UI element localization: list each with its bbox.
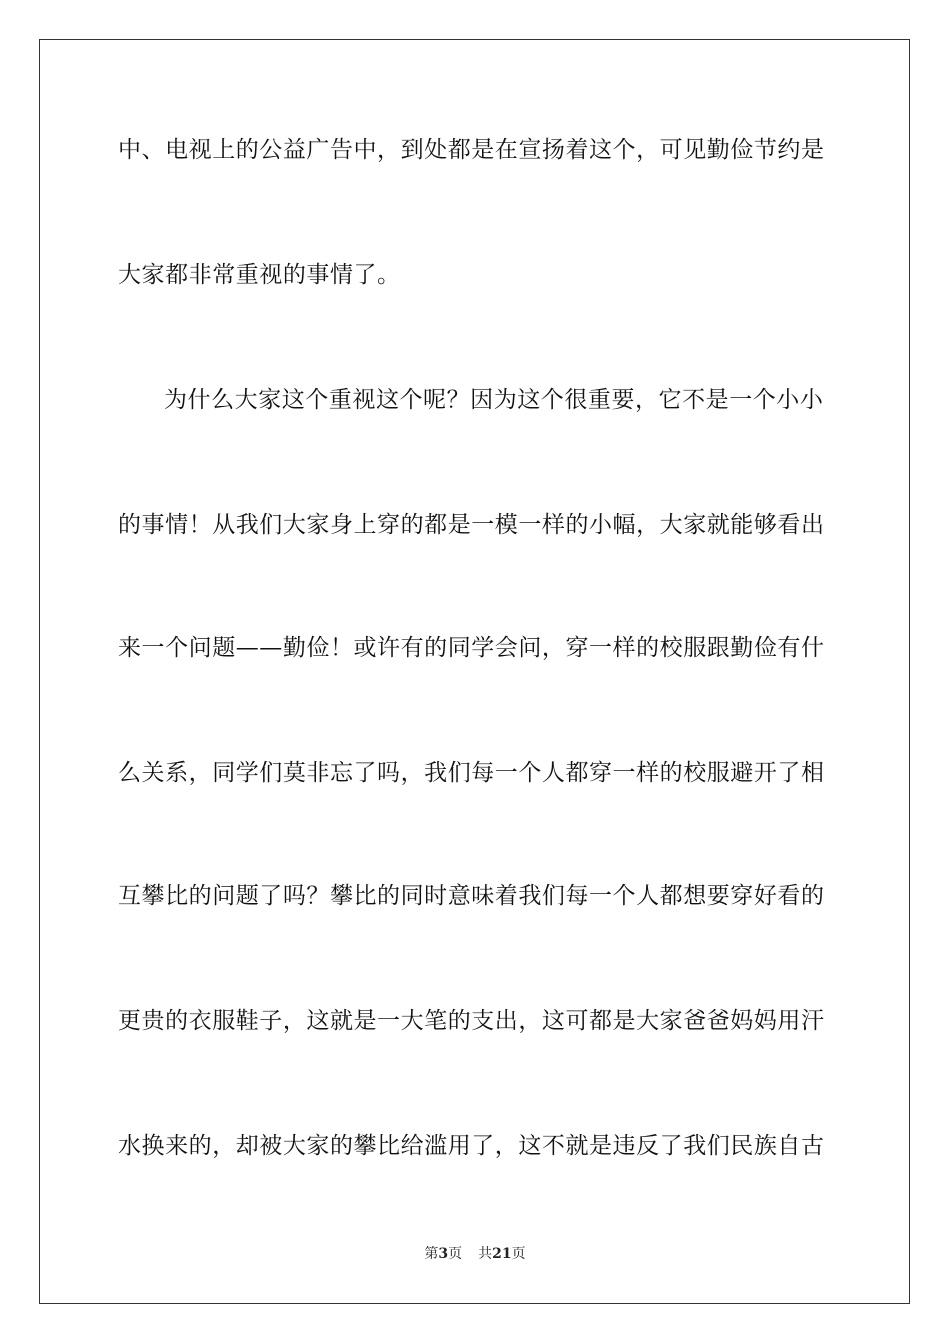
page-suffix: 页 [448, 1246, 463, 1262]
page-prefix: 第 [424, 1246, 439, 1262]
body-line-2: 大家都非常重视的事情了。 [118, 262, 401, 288]
body-line-9: 水换来的，却被大家的攀比给滥用了，这不就是违反了我们民族自古 [118, 1133, 825, 1159]
body-line-1: 中、电视上的公益广告中，到处都是在宣扬着这个，可见勤俭节约是 [118, 137, 825, 163]
total-suffix: 页 [511, 1246, 526, 1262]
total-prefix: 共 [478, 1246, 493, 1262]
body-line-5: 来一个问题——勤俭！或许有的同学会问，穿一样的校服跟勤俭有什 [118, 635, 825, 661]
body-line-3: 为什么大家这个重视这个呢？因为这个很重要，它不是一个小小 [164, 387, 824, 413]
body-line-8: 更贵的衣服鞋子，这就是一大笔的支出，这可都是大家爸爸妈妈用汗 [118, 1008, 825, 1034]
total-pages: 21 [492, 1246, 512, 1262]
body-line-6: 么关系，同学们莫非忘了吗，我们每一个人都穿一样的校服避开了相 [118, 760, 825, 786]
page-border [39, 39, 910, 1304]
page-number: 3 [438, 1246, 449, 1262]
body-line-7: 互攀比的问题了吗？攀比的同时意味着我们每一个人都想要穿好看的 [118, 883, 825, 909]
body-line-4: 的事情！从我们大家身上穿的都是一模一样的小幅，大家就能够看出 [118, 512, 825, 538]
page-footer [0, 1244, 950, 1264]
